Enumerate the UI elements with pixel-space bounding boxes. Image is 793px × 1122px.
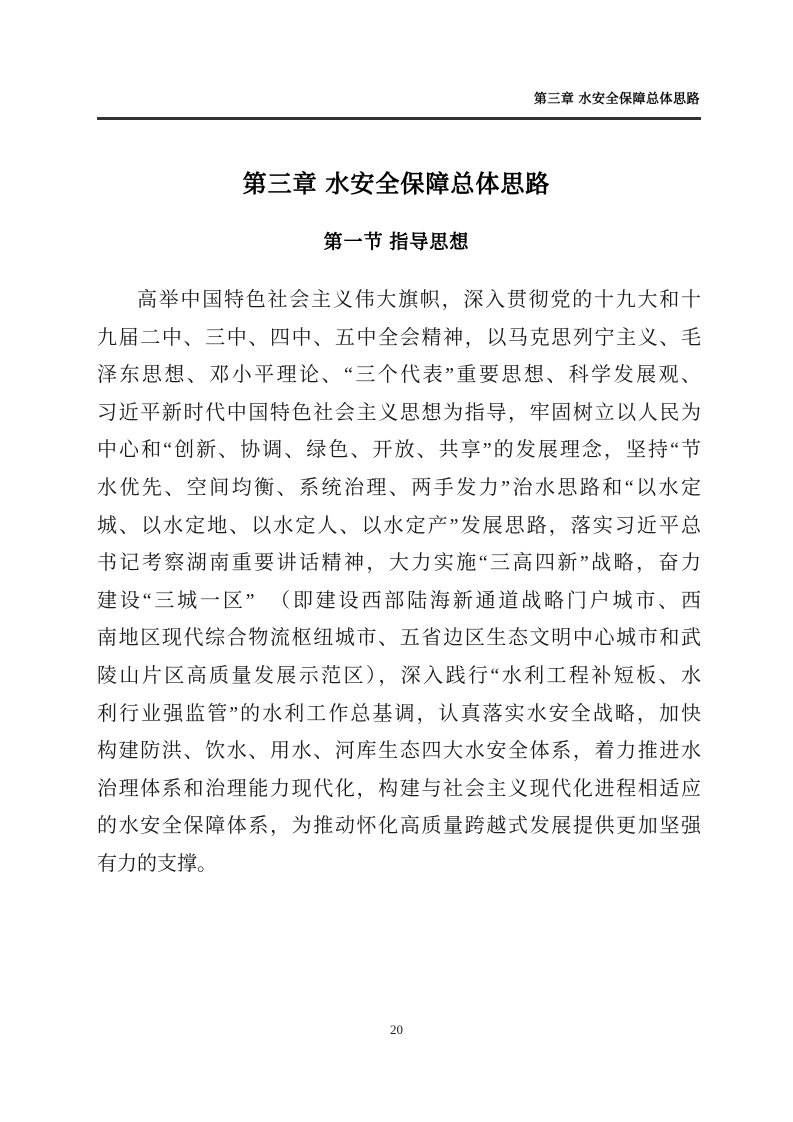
paragraph-line: 的水安全保障体系，为推动怀化高质量跨越式发展提供更加坚强 [97, 815, 701, 838]
header-rule [97, 117, 701, 120]
running-header [534, 88, 700, 107]
paragraph-line: 书记考察湖南重要讲话精神，大力实施“三高四新”战略，奋力 [97, 552, 701, 575]
paragraph-line: 高举中国特色社会主义伟大旗帜，深入贯彻党的十九大和十 [137, 289, 701, 311]
paragraph-line: 中心和“创新、协调、绿色、开放、共享”的发展理念，坚持“节 [97, 439, 701, 462]
section-title: 第一节 指导思想 [323, 232, 470, 253]
paragraph-line: 城、以水定地、以水定人、以水定产”发展思路，落实习近平总 [97, 514, 701, 537]
chapter-title: 第三章 水安全保障总体思路 [242, 171, 551, 198]
running-header-title: 第三章 水安全保障总体思路 [533, 91, 700, 106]
page-number: 20 [390, 1022, 403, 1037]
paragraph-line: 治理体系和治理能力现代化，构建与社会主义现代化进程相适应 [97, 777, 701, 800]
paragraph-line: 南地区现代综合物流枢纽城市、五省边区生态文明中心城市和武 [97, 627, 701, 650]
page-footer [0, 1022, 793, 1038]
paragraph-line: 九届二中、三中、四中、五中全会精神，以马克思列宁主义、毛 [97, 326, 701, 349]
paragraph-line: 有力的支撑。 [97, 852, 217, 875]
paragraph-line: 利行业强监管”的水利工作总基调，认真落实水安全战略，加快 [97, 702, 701, 725]
paragraph-line: 习近平新时代中国特色社会主义思想为指导，牢固树立以人民为 [97, 401, 701, 424]
paragraph-line: 构建防洪、饮水、用水、河库生态四大水安全体系，着力推进水 [97, 740, 701, 763]
paragraph-line: 泽东思想、邓小平理论、“三个代表”重要思想、科学发展观、 [97, 364, 701, 387]
paragraph-line: 陵山片区高质量发展示范区），深入践行“水利工程补短板、水 [97, 664, 701, 687]
paragraph-line: 水优先、空间均衡、系统治理、两手发力”治水思路和“以水定 [97, 476, 701, 499]
body-paragraph [97, 282, 701, 884]
paragraph-line: 建设“三城一区” （即建设西部陆海新通道战略门户城市、西 [97, 589, 701, 612]
